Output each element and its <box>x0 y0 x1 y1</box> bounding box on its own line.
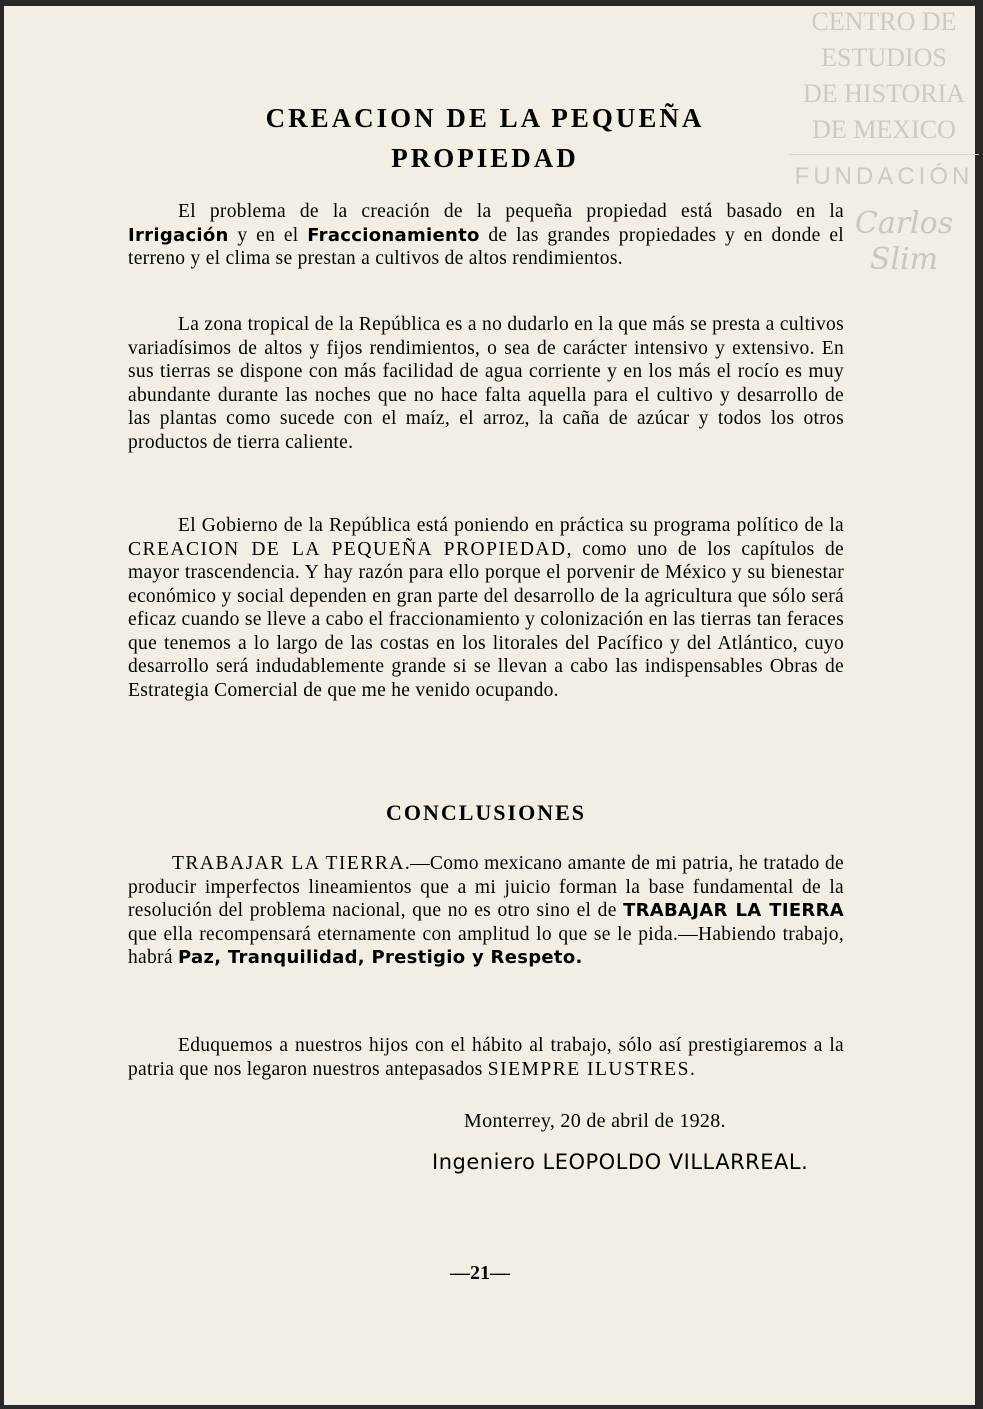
watermark-line: DE HISTORIA <box>802 79 966 108</box>
caps-text: SIEMPRE ILUSTRES. <box>487 1058 697 1080</box>
paragraph-text: .—Como mexicano amante de mi patria, he tratado de producir imperfectos lineamientos que a mi juicio forman la base fundamental de la resolución del problema nacional, que no es otro sino el de <box>128 853 844 921</box>
emphasis-text: Paz, Tranquilidad, Prestigio y Respeto. <box>177 947 583 968</box>
paragraph-work-the-land <box>128 852 844 970</box>
paragraph-text: El problema de la creación de la pequeña propiedad está basado en la <box>178 201 844 222</box>
paragraph-text: de las grandes propiedades y en donde el terreno y el clima se prestan a cultivos de altos rendimientos. <box>128 224 844 269</box>
paragraph-government <box>128 514 844 702</box>
paragraph-education <box>128 1034 844 1081</box>
paragraph-text: , como uno de los capítulos de mayor trascendencia. Y hay razón para ello porque el porvenir de México y su bienestar económico y social dependen en gran parte del desarrollo de la agricultura que sólo será eficaz cuando se lleve a cabo el fraccionamiento y colonización en las tierras tan feraces que tenemos a lo largo de las costas en los litorales del Pacífico y del Atlántico, cuyo desarrollo será indudablemente grande si se llevan a cabo las indispensables Obras de Estrategia Comercial de que me he venido ocupando. <box>128 538 844 701</box>
title-text: CREACION DE LA PEQUEÑA PROPIEDAD <box>265 103 705 173</box>
watermark-line: ESTUDIOS <box>821 43 947 72</box>
section-heading: CONCLUSIONES <box>385 800 587 825</box>
emphasis-text: TRABAJAR LA TIERRA <box>623 900 844 921</box>
caps-text: TRABAJAR LA TIERRA <box>172 853 405 874</box>
watermark-line: FUNDACIÓN <box>794 163 974 190</box>
page-title <box>130 98 840 178</box>
paragraph-text: Eduquemos a nuestros hijos con el hábito al trabajo, sólo así prestigiaremos a la patria que nos legaron nuestros antepasados <box>128 1035 844 1080</box>
page-number: —21— <box>450 1262 510 1284</box>
paragraph-text: La zona tropical de la República es a no dudarlo en la que más se presta a cultivos variadísimos de altos y fijos rendimientos, o sea de carácter intensivo y extensivo. En sus tierras se dispone con más facilidad de agua corriente y en los más el rocío es muy abundante durante las noches que no hace falta aquella para el cultivo y desarrollo de las plantas como sucede con el maíz, el arroz, la caña de azúcar y todos los otros productos de tierra caliente. <box>128 314 844 453</box>
watermark-signature: Carlos Slim <box>854 206 954 277</box>
paragraph-text: El Gobierno de la República está poniendo en práctica su programa político de la <box>178 515 844 536</box>
author-signature: Ingeniero LEOPOLDO VILLARREAL. <box>432 1150 809 1174</box>
paragraph-tropical-zone <box>128 313 844 454</box>
paragraph-text: y en el <box>228 224 308 246</box>
paragraph-irrigation <box>128 200 844 271</box>
paragraph-text: que ella recompensará eternamente con amplitud lo que se le pida.—Habiendo trabajo, habrá <box>128 923 844 968</box>
emphasis-text: Fraccionamiento <box>307 224 480 246</box>
emphasis-text: Irrigación <box>128 224 229 246</box>
caps-text: CREACION DE LA PEQUEÑA PROPIEDAD <box>128 538 567 560</box>
watermark-line: CENTRO DE <box>811 7 957 36</box>
watermark-line: DE MEXICO <box>812 115 956 144</box>
place-and-date: Monterrey, 20 de abril de 1928. <box>464 1110 726 1132</box>
